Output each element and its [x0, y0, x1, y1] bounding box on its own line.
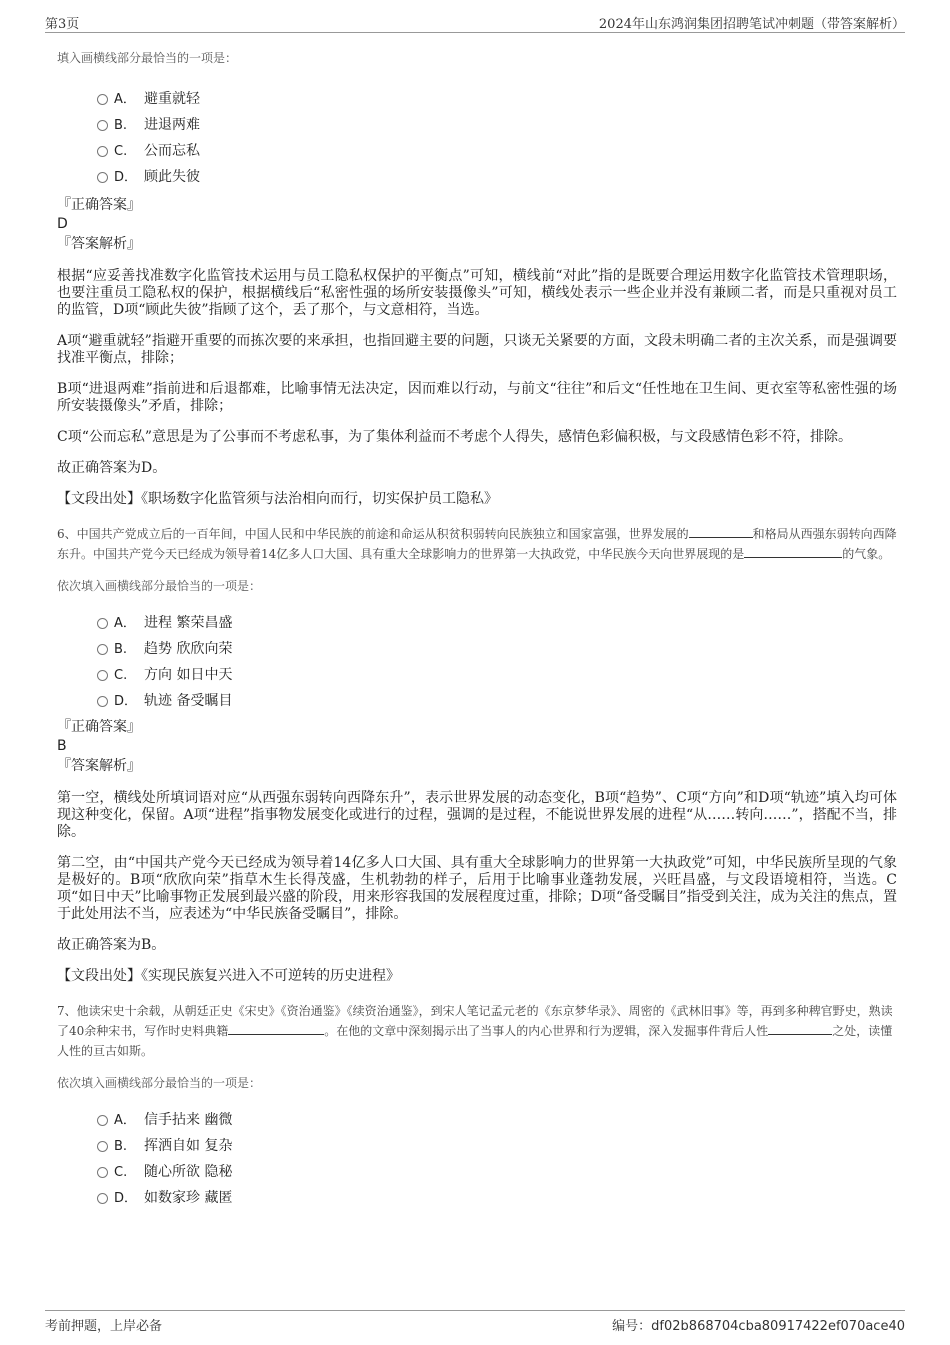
- q7-options: [57, 1107, 897, 1211]
- source-title: 《职场数字化监管须与法治相向而行，切实保护员工隐私》: [141, 491, 498, 507]
- radio-icon[interactable]: [97, 1193, 108, 1204]
- option-text: 如数家珍 藏匿: [144, 1190, 233, 1206]
- option-key: C.: [114, 1165, 128, 1180]
- q7-option-a[interactable]: [57, 1107, 897, 1133]
- source-label: 【文段出处】: [57, 491, 141, 507]
- q6-stem: 6、中国共产党成立后的一百年间，中国人民和中华民族的前途和命运从积贫积弱转向民族独立和国家富强，世界发展的 和格局从西强东弱转向西降东升。中国共产党今天已经成为领导着14亿多人口大国、具有重大全球影响力的世界第一大执政党，中华民族今天向世界展现的是 的气象。: [57, 527, 897, 561]
- option-text: 方向 如日中天: [144, 667, 233, 683]
- radio-icon[interactable]: [97, 670, 108, 681]
- q6-conclusion: 故正确答案为B。: [57, 937, 166, 953]
- fill-blank: [689, 525, 753, 538]
- option-key: C.: [114, 668, 128, 683]
- q7-option-d[interactable]: [57, 1185, 897, 1211]
- radio-icon[interactable]: [97, 120, 108, 131]
- q6-source: [57, 968, 897, 985]
- q6-option-c[interactable]: [57, 662, 897, 688]
- radio-icon[interactable]: [97, 618, 108, 629]
- radio-icon[interactable]: [97, 1167, 108, 1178]
- fill-blank: [768, 1022, 832, 1035]
- q6-analysis-paragraph: 第二空，由“中国共产党今天已经成为领导着14亿多人口大国、具有重大全球影响力的世界第一大执政党”可知，中华民族所呈现的气象是极好的。B项“欣欣向荣”指草木生长得茂盛，生机勃勃的样子，后用于比喻事业蓬勃发展，兴旺昌盛，与文段语境相符，当选。C项“如日中天”比喻事物正发展到最兴盛的阶段，用来形容我国的发展程度过重，排除；D项“备受瞩目”指受到关注，成为关注的焦点，置于此处用法不当，应表述为“中华民族备受瞩目”，排除。: [57, 855, 897, 922]
- q6-options: [57, 610, 897, 714]
- page-footer: [45, 1310, 905, 1334]
- option-key: A．: [114, 92, 136, 107]
- q5-option-c[interactable]: [57, 138, 897, 164]
- q5-analysis-label: 『答案解析』: [57, 236, 141, 252]
- q6-analysis-label: 『答案解析』: [57, 758, 141, 774]
- option-key: B.: [114, 1139, 128, 1154]
- radio-icon[interactable]: [97, 94, 108, 105]
- q5-analysis-paragraph: C项“公而忘私”意思是为了公事而不考虑私事，为了集体利益而不考虑个人得失，感情色彩偏积极，与文段感情色彩不符，排除。: [57, 429, 853, 445]
- q5-option-d[interactable]: [57, 164, 897, 190]
- document-id-value: df02b868704cba80917422ef070ace40: [651, 1319, 905, 1334]
- option-key: C.: [114, 144, 128, 159]
- page-number: 第3页: [45, 17, 80, 32]
- q6-prompt: 依次填入画横线部分最恰当的一项是：: [57, 579, 262, 593]
- q6-option-a[interactable]: [57, 610, 897, 636]
- option-key: A．: [114, 616, 136, 631]
- option-text: 公而忘私: [144, 143, 200, 159]
- q5-source: [57, 491, 897, 508]
- fill-blank: [228, 1022, 324, 1035]
- q7-option-b[interactable]: [57, 1133, 897, 1159]
- option-text: 避重就轻: [144, 91, 200, 107]
- q6-answer: B: [57, 738, 67, 754]
- q6-option-d[interactable]: [57, 688, 897, 714]
- option-text: 随心所欲 隐秘: [144, 1164, 233, 1180]
- q5-conclusion: 故正确答案为D。: [57, 460, 167, 476]
- q7-stem: 7、他读宋史十余载，从朝廷正史《宋史》《资治通鉴》《续资治通鉴》，到宋人笔记孟元老的《东京梦华录》、周密的《武林旧事》等，再到多种稗官野史，熟读了40余种宋书，写作时史料典籍 。在他的文章中深刻揭示出了当事人的内心世界和行为逻辑，深入发掘事件背后人性 之处，读懂人性的亘古如斯。: [57, 1004, 893, 1058]
- option-text: 挥洒自如 复杂: [144, 1138, 233, 1154]
- q6-answer-label: 『正确答案』: [57, 719, 141, 735]
- option-key: A．: [114, 1113, 136, 1128]
- option-key: D．: [114, 170, 138, 185]
- q5-analysis-paragraph: B项“进退两难”指前进和后退都难，比喻事情无法决定，因而难以行动，与前文“往往”和后文“任性地在卫生间、更衣室等私密性强的场所安装摄像头”矛盾，排除；: [57, 381, 897, 414]
- q5-answer: D: [57, 216, 68, 232]
- fill-blank: [744, 545, 842, 558]
- q5-analysis-paragraph: A项“避重就轻”指避开重要的而拣次要的来承担，也指回避主要的问题，只谈无关紧要的方面，文段未明确二者的主次关系，而是强调要找准平衡点，排除；: [57, 333, 897, 366]
- source-title: 《实现民族复兴进入不可逆转的历史进程》: [141, 968, 400, 984]
- radio-icon[interactable]: [97, 1141, 108, 1152]
- page-header: [45, 8, 905, 33]
- radio-icon[interactable]: [97, 1115, 108, 1126]
- source-label: 【文段出处】: [57, 968, 141, 984]
- q5-prompt: 填入画横线部分最恰当的一项是：: [57, 51, 238, 65]
- q6-analysis-paragraph: 第一空，横线处所填词语对应“从西强东弱转向西降东升”，表示世界发展的动态变化，B项“趋势”、C项“方向”和D项“轨迹”填入均可体现这种变化，保留。A项“进程”指事物发展变化或进行的过程，强调的是过程，不能说世界发展的进程“从……转向……”，搭配不当，排除。: [57, 790, 897, 840]
- q5-option-a[interactable]: [57, 86, 897, 112]
- radio-icon[interactable]: [97, 644, 108, 655]
- document-id: [612, 1315, 905, 1334]
- q5-answer-label: 『正确答案』: [57, 197, 141, 213]
- document-content: [57, 48, 897, 1211]
- document-id-label: 编号：: [612, 1319, 652, 1334]
- option-text: 顾此失彼: [144, 169, 200, 185]
- option-text: 进退两难: [144, 117, 200, 133]
- q5-option-b[interactable]: [57, 112, 897, 138]
- option-text: 信手拈来 幽微: [144, 1112, 233, 1128]
- radio-icon[interactable]: [97, 172, 108, 183]
- radio-icon[interactable]: [97, 696, 108, 707]
- radio-icon[interactable]: [97, 146, 108, 157]
- footer-slogan: 考前押题，上岸必备: [45, 1319, 163, 1334]
- q7-option-c[interactable]: [57, 1159, 897, 1185]
- q7-prompt: 依次填入画横线部分最恰当的一项是：: [57, 1076, 262, 1090]
- q5-options: [57, 86, 897, 190]
- option-text: 轨迹 备受瞩目: [144, 693, 233, 709]
- option-key: B.: [114, 118, 128, 133]
- q5-analysis-paragraph: 根据“应妥善找准数字化监管技术运用与员工隐私权保护的平衡点”可知，横线前“对此”指的是既要合理运用数字化监管技术管理职场，也要注重员工隐私权的保护，根据横线后“私密性强的场所安装摄像头”可知，横线处表示一些企业并没有兼顾二者，而是只重视对员工的监管，D项“顾此失彼”指顾了这个，丢了那个，与文意相符，当选。: [57, 268, 897, 318]
- option-key: D．: [114, 694, 138, 709]
- q6-option-b[interactable]: [57, 636, 897, 662]
- option-text: 进程 繁荣昌盛: [144, 615, 233, 631]
- document-title: 2024年山东鸿润集团招聘笔试冲刺题（带答案解析）: [598, 17, 905, 32]
- option-key: D．: [114, 1191, 138, 1206]
- option-key: B.: [114, 642, 128, 657]
- option-text: 趋势 欣欣向荣: [144, 641, 233, 657]
